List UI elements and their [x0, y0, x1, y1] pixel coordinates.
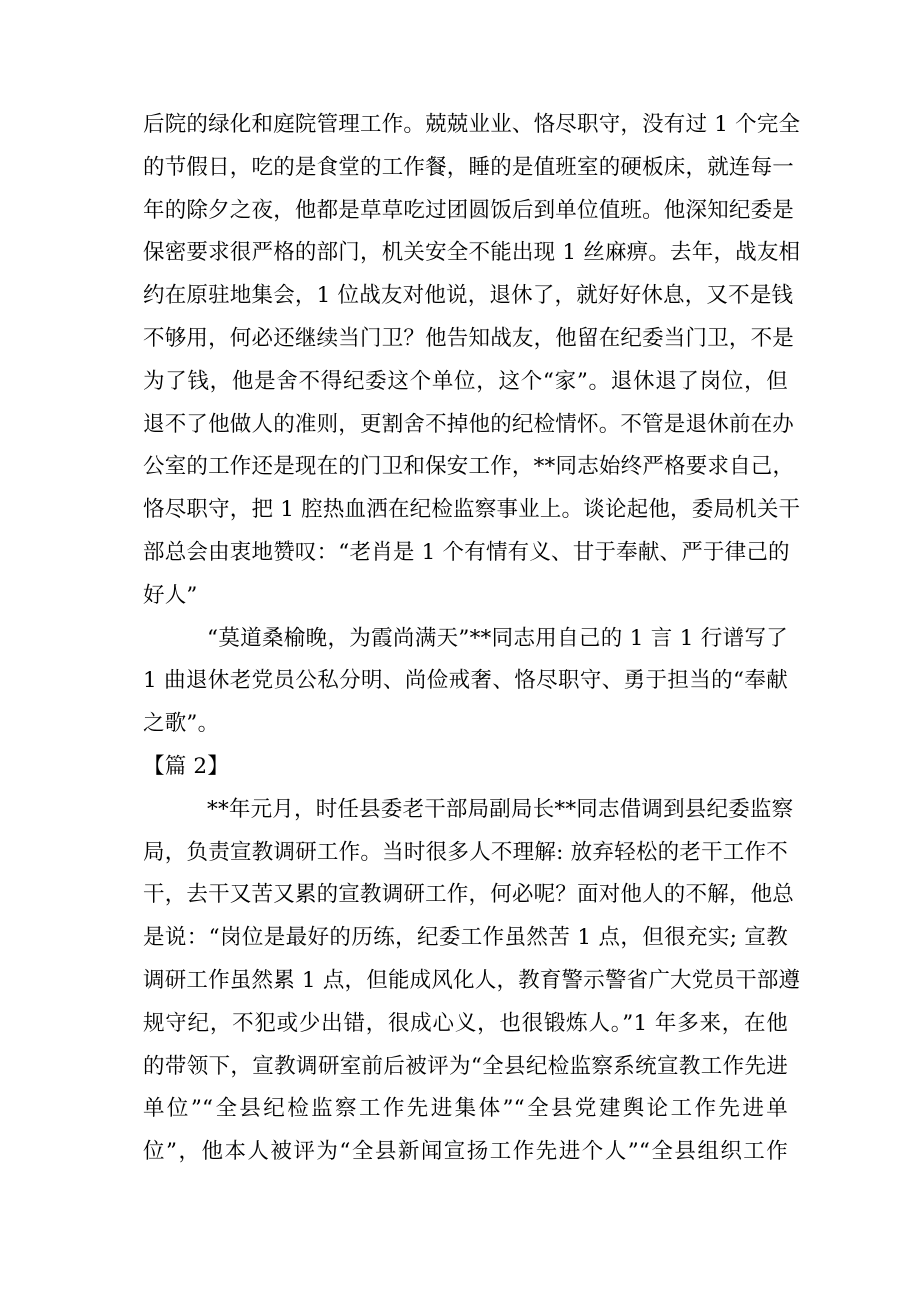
text-line: 部总会由衷地赞叹：“老肖是 1 个有情有义、甘于奉献、严于律己的 — [143, 539, 790, 565]
paragraph-2 — [143, 618, 788, 746]
text-line: 为了钱，他是舍不得纪委这个单位，这个“家”。退休退了岗位，但 — [143, 368, 788, 394]
text-line: 是说：“岗位是最好的历练，纪委工作虽然苦 1 点，但很充实; 宣教 — [143, 925, 788, 951]
text-line: “莫道桑榆晚，为霞尚满天”**同志用自己的 1 言 1 行谱写了 — [207, 625, 788, 651]
text-line: 退不了他做人的准则，更割舍不掉他的纪检情怀。不管是退休前在办 — [143, 411, 795, 437]
text-line: 的带领下，宣教调研室前后被评为“全县纪检监察系统宣教工作先进 — [143, 1053, 788, 1079]
text-line: 干，去干又苦又累的宣教调研工作，何必呢？面对他人的不解，他总 — [143, 882, 795, 908]
text-line: 的节假日，吃的是食堂的工作餐，睡的是值班室的硬板床，就连每一 — [143, 154, 795, 180]
text-line: 保密要求很严格的部门，机关安全不能出现 1 丝麻痹。去年，战友相 — [143, 240, 801, 266]
text-line: 不够用，何必还继续当门卫？他告知战友，他留在纪委当门卫，不是 — [143, 325, 795, 351]
paragraph-1 — [143, 104, 801, 618]
section-heading — [143, 746, 788, 789]
text-line: 规守纪，不犯或少出错，很成心义，也很锻炼人。”1 年多来，在他 — [143, 1010, 788, 1036]
text-line: 年的除夕之夜，他都是草草吃过团圆饭后到单位值班。他深知纪委是 — [143, 197, 795, 223]
text-line: 局，负责宣教调研工作。当时很多人不理解: 放弃轻松的老干工作不 — [143, 839, 788, 865]
section-heading-text: 【篇 2】 — [143, 753, 230, 779]
text-line: 位”，他本人被评为“全县新闻宣扬工作先进个人”“全县组织工作 — [143, 1139, 788, 1165]
text-line: 单位”“全县纪检监察工作先进集体”“全县党建舆论工作先进单 — [143, 1096, 788, 1122]
text-line: 之歌”。 — [143, 711, 220, 737]
text-line: 后院的绿化和庭院管理工作。兢兢业业、恪尽职守，没有过 1 个完全 — [143, 112, 801, 137]
text-line: 1 曲退休老党员公私分明、尚俭戒奢、恪尽职守、勇于担当的“奉献 — [143, 668, 788, 694]
text-line: 调研工作虽然累 1 点，但能成风化人，教育警示警省广大党员干部遵 — [143, 967, 801, 993]
text-line: **年元月，时任县委老干部局副局长**同志借调到县纪委监察 — [207, 796, 794, 822]
paragraph-3 — [143, 789, 801, 1174]
text-line: 恪尽职守，把 1 腔热血洒在纪检监察事业上。谈论起他，委局机关干 — [143, 497, 801, 523]
document-body — [143, 104, 801, 1174]
text-line: 约在原驻地集会，1 位战友对他说，退休了，就好好休息，又不是钱 — [143, 283, 794, 309]
text-line: 公室的工作还是现在的门卫和保安工作，**同志始终严格要求自己， — [143, 454, 795, 480]
text-line: 好人” — [143, 582, 198, 608]
